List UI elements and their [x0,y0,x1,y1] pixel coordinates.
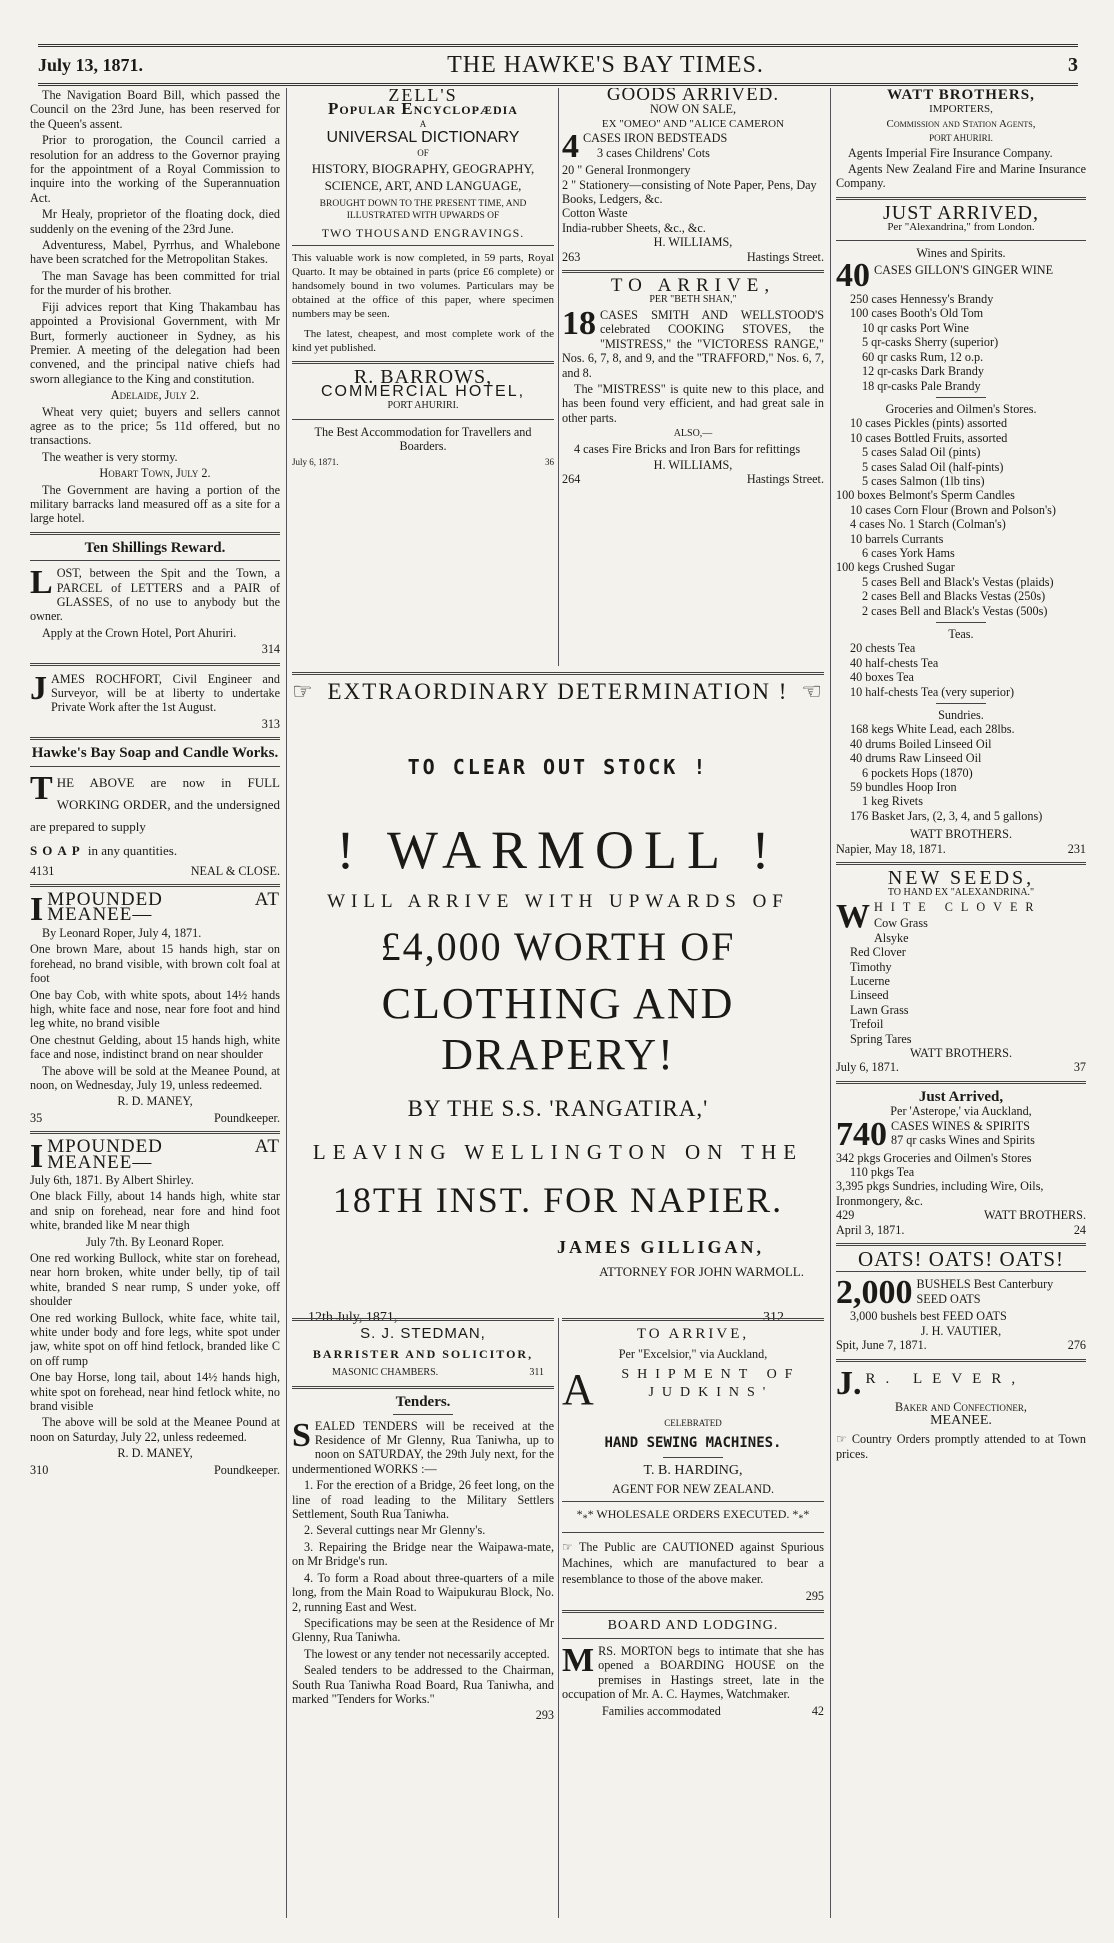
just-gin: CASES GILLON'S GINGER WINE [874,263,1054,278]
just-item: 5 cases Salad Oil (pints) [862,445,981,460]
column-2-top [292,88,554,621]
watt2-count: 740 [836,1115,887,1153]
seeds-sign: WATT BROTHERS. [909,1045,1013,1060]
just-item: 10 cases Pickles (pints) assorted [850,416,1008,431]
goods-line: 3 cases Childrens' Cots [597,145,710,160]
seed-item: Timothy [850,959,892,974]
section-divider [292,361,554,364]
impound-role: Poundkeeper. [213,1110,280,1125]
oats-count: 2,000 [836,1274,913,1312]
dateline: Hobart Town, July 2. [99,466,211,481]
column-rule [558,1318,559,1918]
watt2-sign: WATT BROTHERS. [983,1208,1086,1223]
divider [562,1638,824,1639]
ad-number: 4131 [30,863,55,878]
tenders-title: Tenders. [395,1394,451,1411]
section-divider [836,197,1086,200]
divider [292,419,554,420]
just-item: 250 cases Hennessy's Brandy [850,292,994,307]
ad-number: 231 [1067,841,1086,856]
dateline: Adelaide, July 2. [110,388,200,403]
section-divider [30,1131,280,1134]
oats-date: Spit, June 7, 1871. [836,1338,927,1353]
section-divider [292,1386,554,1389]
column-2-bottom [292,1318,554,1918]
ad-number: 314 [261,642,280,657]
divider [936,622,986,623]
arrive-also: ALSO,— [673,428,713,440]
divider [936,397,986,398]
just-title: JUST ARRIVED, [883,201,1039,224]
arrive-sign: H. WILLIAMS, [653,457,733,472]
impound-item: July 7th. By Leonard Roper. [85,1234,225,1249]
watt2-per: Per 'Asterope,' via Auckland, [890,1104,1032,1119]
tenders-sealed: Sealed tenders to be addressed to the Chairman, South Rua Taniwha Road Board, Rua Taniwha, and marked "Tenders for Works." [292,1663,554,1706]
watt2-date: April 3, 1871. [836,1222,905,1237]
ad-number: 42 [811,1703,824,1718]
just-item: 2 cases Bell and Black's Vestas (500s) [862,603,1048,618]
impound-item: One bay Cob, with white spots, about 14½ hands high, white face and nose, near fore foot and hind leg white, no brand visible [30,987,280,1031]
lever-name: R. LEVER, [865,1370,1026,1387]
impound-item: One red working Bullock, white star on forehead, near horn broken, white under belly, tip of tail white, branded S near rump, S under yoke, off shoulder [30,1251,280,1309]
divider [562,1532,824,1533]
banner-clear: TO CLEAR OUT STOCK ! [407,755,709,779]
section-divider [30,532,280,535]
soap-sign: NEAL & CLOSE. [190,863,280,878]
just-item: 176 Basket Jars, (2, 3, 4, and 5 gallons) [850,808,1043,823]
just-sundries-heading: Sundries. [938,708,984,723]
ad-number: 429 [836,1208,855,1223]
oats-title: OATS! OATS! OATS! [857,1247,1064,1272]
news-paragraph: Prior to prorogation, the Council carried a resolution for an address to the Governor praying for the appointment of a Royal Commission to inquire into the working of the Superannuation Act. [30,133,280,205]
harding-per: Per "Excelsior," via Auckland, [618,1347,768,1362]
lever-role: Baker and Confectioner, [895,1399,1027,1414]
oats-line: BUSHELS Best Canterbury SEED OATS [916,1277,1054,1306]
watt2-line: 342 pkgs Groceries and Oilmen's Stores [836,1150,1032,1165]
goods-count: 4 [562,128,579,166]
barrows-date: July 6, 1871. [292,457,339,468]
reward-title: Ten Shillings Reward. [84,539,226,556]
just-count: 40 [836,257,870,295]
column-rule [558,88,559,666]
just-item: 20 chests Tea [850,641,916,656]
just-item: 1 keg Rivets [862,794,923,809]
divider [292,245,554,246]
arrive-body: CASES SMITH AND WELLSTOOD'S celebrated COOKING STOVES, the "MISTRESS," the "VICTORESS RANGE," Nos. 6, 7, 8, and 9, and the "TRAFFORD," Nos. 6, 7, and 8. [562,307,824,380]
issue-date: July 13, 1871. [38,54,144,75]
tenders-work: 4. To form a Road about three-quarters of a mile long, from the Main Road to Waipukurau Block, No. 2, running East and West. [292,1570,554,1614]
goods-street: Hastings Street. [746,249,824,264]
divider [663,1457,723,1458]
ad-number: 36 [545,457,554,468]
zell-brought: BROUGHT DOWN TO THE PRESENT TIME, AND ILLUSTRATED WITH UPWARDS OF [319,199,527,222]
section-divider [836,1243,1086,1246]
section-divider [562,1610,824,1613]
impound-by: By Leonard Roper, July 4, 1871. [42,925,202,940]
news-paragraph: The Government are having a portion of the military barracks land measured off as a site for a large hotel. [30,482,280,526]
section-divider [836,1081,1086,1084]
just-item: 10 cases Bottled Fruits, assorted [850,430,1008,445]
lever-place: MEANEE. [930,1413,992,1429]
drop-cap: J. [836,1364,862,1402]
section-divider [562,270,824,273]
ad-number: 295 [805,1589,824,1604]
drop-cap: T [30,769,53,807]
just-date: Napier, May 18, 1871. [836,841,946,856]
impound-sign: R. D. MANEY, [117,1446,193,1461]
harding-wholesale: $*_**$ WHOLESALE ORDERS EXECUTED. $*_**$ [576,1507,810,1525]
goods-line: 2 " Stationery—consisting of Note Paper, Pens, Day Books, Ledgers, &c. [562,177,817,207]
goods-sign: H. WILLIAMS, [653,235,733,250]
banner-attorney: ATTORNEY FOR JOHN WARMOLL. [599,1264,804,1279]
page-number: 3 [1068,53,1078,76]
zell-universal: UNIVERSAL DICTIONARY [326,129,520,147]
just-item: 40 drums Boiled Linseed Oil [850,736,992,751]
impound-item: One bay Horse, long tail, about 14½ hands high, white spot on forehead, near hind fetlock white, no brand visible [30,1370,280,1414]
ad-number: 310 [30,1462,49,1477]
lever-orders: Country Orders promptly attended to at Town prices. [836,1432,1086,1461]
just-per: Per "Alexandrina," from London. [887,221,1035,234]
goods-ex: EX "OMEO" AND "ALICE CAMERON [601,117,785,130]
harding-celebrated: CELEBRATED [664,1417,722,1428]
warmoll-advertisement [292,672,824,1325]
impound-sign: R. D. MANEY, [117,1094,193,1109]
impound-title: MPOUNDED AT MEANEE— [47,1136,280,1173]
banner-clothing: CLOTHING AND DRAPERY! [381,979,735,1079]
just-item: 18 qr-casks Pale Brandy [862,378,981,393]
watt-agents: Agents New Zealand Fire and Marine Insurance Company. [836,162,1086,191]
watt-agents: Agents Imperial Fire Insurance Company. [848,145,1053,160]
harding-wholesale-text: WHOLESALE ORDERS EXECUTED. [596,1507,790,1522]
ad-number: 276 [1067,1338,1086,1353]
drop-cap: W [836,897,870,935]
impound-item: One black Filly, about 14 hands high, white star and snip on forehead, near fore and hind foot white, branded like M near thigh [30,1189,280,1233]
section-divider [30,884,280,887]
watt-importers: IMPORTERS, [929,103,993,116]
ad-number: 37 [1073,1060,1086,1075]
column-rule [830,88,831,1918]
section-divider [836,862,1086,865]
just-groceries-heading: Groceries and Oilmen's Stores. [885,401,1037,416]
reward-apply: Apply at the Crown Hotel, Port Ahuriri. [42,625,237,640]
ad-number: 293 [535,1708,554,1723]
tenders-work: 3. Repairing the Bridge near the Waipawa-mate, on Mr Bridge's run. [292,1539,554,1569]
barrows-place: PORT AHURIRI. [387,400,459,412]
impound-sale: The above will be sold at the Meanee Pound, at noon, on Wednesday, July 19, unless redeemed. [30,1063,280,1092]
just-teas-heading: Teas. [948,627,974,641]
drop-cap: I [30,891,44,929]
barrows-body: The Best Accommodation for Travellers and Boarders. [314,424,532,454]
harding-name: T. B. HARDING, [643,1462,743,1478]
impound-title: MPOUNDED AT MEANEE— [47,889,280,926]
just-item: 10 qr casks Port Wine [862,320,969,335]
news-paragraph: Wheat very quiet; buyers and sellers cannot agree as to the price; 5s 11d offered, but no transactions. [30,404,280,448]
just-item: 100 kegs Crushed Sugar [836,560,955,575]
banner-extraordinary: EXTRAORDINARY DETERMINATION ! [327,679,789,704]
just-item: 10 barrels Currants [850,531,944,546]
arrive-per: PER "BETH SHAN," [649,294,737,306]
ad-number: 311 [529,1366,544,1378]
watt2-title: Just Arrived, [918,1088,1004,1105]
zell-engravings: TWO THOUSAND ENGRAVINGS. [321,226,525,241]
just-item: 59 bundles Hoop Iron [850,780,957,795]
zell-a: A [419,118,427,129]
watt2-line: 87 qr casks Wines and Spirits [891,1133,1035,1147]
soap-body-2: in any quantities. [87,842,178,858]
masthead [38,44,1078,86]
seeds-title: NEW SEEDS, [887,867,1035,890]
news-paragraph: The man Savage has been committed for trial for the murder of his brother. [30,268,280,298]
arrive-note: The "MISTRESS" is quite new to this place, and has been found very efficient, and had great sale in other parts. [562,381,824,425]
news-paragraph: Fiji advices report that King Thakambau has appointed a Provisional Government, with Mr Burt, formerly auctioneer in Sydney, as his Premier. A meeting of the delegation had been convened, and the principal native chiefs had sworn allegiance to the King and constitution. [30,299,280,386]
ad-number: 24 [1073,1222,1086,1237]
harding-judkins: JUDKINS' [648,1385,774,1401]
just-item: 4 cases No. 1 Starch (Colman's) [850,517,1006,532]
tenders-body: EALED TENDERS will be received at the Residence of Mr Glenny, Rua Taniwha, up to noon on SATURDAY, the 29th July next, for the undermentioned WORKS :— [292,1418,554,1476]
divider [562,1501,824,1502]
seeds-hand: TO HAND EX "ALEXANDRINA." [887,886,1035,898]
divider [30,560,280,561]
column-rule [286,88,287,1918]
ad-number: 263 [562,249,581,264]
news-paragraph: Mr Healy, proprietor of the floating dock, died suddenly on the evening of the 23rd June. [30,207,280,236]
news-paragraph: The weather is very stormy. [42,449,178,464]
just-sign: WATT BROTHERS. [909,827,1013,842]
just-item: 40 drums Raw Linseed Oil [850,751,982,766]
drop-cap: L [30,564,53,602]
stedman-place: MASONIC CHAMBERS. [332,1366,439,1378]
seed-item: Cow Grass [874,916,928,931]
harding-ship: SHIPMENT OF [621,1366,801,1382]
board-families: Families accommodated [602,1703,721,1718]
oats-line: 3,000 bushels best FEED OATS [850,1309,1007,1324]
divider [30,766,280,767]
goods-line: India-rubber Sheets, &c., &c. [562,220,706,235]
ad-number: 313 [261,716,280,731]
arrive-bricks: 4 cases Fire Bricks and Iron Bars for refittings [574,441,801,456]
watt2-line: CASES WINES & SPIRITS [891,1118,1030,1133]
impound-item: One chestnut Gelding, about 15 hands high, white face and nose, indistinct brand on near shoulder [30,1032,280,1062]
banner-warmoll: ! WARMOLL ! [336,820,780,880]
barrows-name: R. BARROWS, [353,366,493,389]
reward-body: OST, between the Spit and the Town, a PARCEL of LETTERS and a PAIR of GLASSES, of no use to anybody but the owner. [30,566,280,624]
goods-line: CASES IRON BEDSTEADS [583,131,728,146]
ad-number: 264 [562,472,581,487]
news-paragraph: Adventuress, Mabel, Pyrrhus, and Whalebone have been scratched for the Metropolitan Stakes. [30,238,280,267]
just-item: 5 qr-casks Sherry (superior) [862,335,999,350]
impound-item: One red working Bullock, white face, white tail, white under body and fore legs, white spot under jaw, white spot on off hind fetlock, branded like C on off rump [30,1310,280,1368]
ad-number: 35 [30,1110,43,1125]
tenders-lowest: The lowest or any tender not necessarily accepted. [304,1646,550,1661]
impound-sale: The above will be sold at the Meanee Pound at noon on Saturday, July 22, unless redeemed. [30,1415,280,1444]
seed-item: Spring Tares [850,1031,912,1046]
divider [936,703,986,704]
just-item: 60 qr casks Rum, 12 o.p. [862,349,984,364]
harding-drop: A [562,1364,594,1414]
zell-name: ZELL'S [388,88,458,105]
goods-line: 20 " General Ironmongery [562,163,691,178]
divider [836,240,1086,241]
zell-latest: The latest, cheapest, and most complete work of the kind yet published. [292,328,554,355]
just-item: 5 cases Salad Oil (half-pints) [862,459,1004,474]
just-item: 100 cases Booth's Old Tom [850,306,984,321]
seed-item: Trefoil [850,1017,884,1032]
drop-cap: I [30,1138,44,1176]
seeds-first: HITE CLOVER [874,899,1042,914]
impound-role: Poundkeeper. [213,1462,280,1477]
column-1 [30,88,280,1918]
arrive-title: TO ARRIVE, [610,275,776,297]
banner-heading [292,679,824,705]
barrows-hotel: COMMERCIAL HOTEL, [320,382,526,400]
seed-item: Lucerne [850,973,890,988]
goods-title: GOODS ARRIVED. [606,88,780,105]
arrive-count: 18 [562,304,596,342]
banner-pounds: £4,000 WORTH OF [380,924,736,969]
section-divider [30,737,280,740]
watt2-line: 110 pkgs Tea [850,1165,915,1179]
zell-body: This valuable work is now completed, in 59 parts, Royal Quarto. It may be obtained in parts (price £6 complete) or handsomely bound in two volumes. Particulars may be obtained at the office of this paper, where specimen numbers may be seen. [292,252,554,321]
newspaper-title: THE HAWKE'S BAY TIMES. [447,51,764,78]
board-body: RS. MORTON begs to intimate that she has opened a BOARDING HOUSE on the premises in Hastings street, late in the occupation of Mr. A. C. Haymes, Watchmaker. [562,1644,824,1702]
seeds-date: July 6, 1871. [836,1060,899,1075]
just-item: 100 boxes Belmont's Sperm Candles [836,488,1015,503]
board-title: BOARD AND LODGING. [607,1617,779,1633]
soap-title: Hawke's Bay Soap and Candle Works. [31,745,279,762]
banner-will: WILL ARRIVE WITH UPWARDS OF [327,891,789,912]
banner-inst: 18TH INST. FOR NAPIER. [332,1180,784,1220]
just-item: 6 cases York Hams [862,545,955,560]
soap-body: HE ABOVE are now in FULL WORKING ORDER, and the undersigned are prepared to supply [30,774,280,834]
ad-number: 312 [763,1310,784,1325]
impound-by: July 6th, 1871. By Albert Shirley. [30,1172,194,1187]
drop-cap: M [562,1642,595,1680]
goods-line: Cotton Waste [562,206,628,221]
impound-item: One brown Mare, about 15 hands high, star on forehead, no brand visible, with brown colt foal at foot [30,942,280,986]
section-divider [836,1359,1086,1362]
tenders-work: 1. For the erection of a Bridge, 26 feet long, on the line of road leading to the Military Settlers Settlement, South Rua Taniwha. [292,1478,554,1522]
drop-cap: S [292,1416,311,1454]
zell-title: Popular Encyclopædia [328,99,518,119]
drop-cap: J [30,669,47,707]
pointing-hand-icon: ☜ [801,679,824,704]
watt2-line: 3,395 pkgs Sundries, including Wire, Oils, Ironmongery, &c. [836,1179,1044,1208]
column-3-top [562,88,824,621]
just-item: 168 kegs White Lead, each 28lbs. [850,722,1015,737]
seed-item: Red Clover [850,945,906,960]
pointing-hand-icon: ☞ [836,1432,852,1447]
harding-caution: The Public are CAUTIONED against Spurious Machines, which are manufactured to bear a resemblance to those of the above maker. [562,1540,824,1587]
tenders-work: 2. Several cuttings near Mr Glenny's. [304,1523,486,1538]
banner-date: 12th July, 1871, [308,1310,398,1325]
rochfort-body: AMES ROCHFORT, Civil Engineer and Surveyor, will be at liberty to undertake Private Work after the 1st August. [51,671,280,715]
seed-item: Linseed [850,988,889,1003]
banner-signature: JAMES GILLIGAN, [556,1237,764,1257]
column-3-bottom [562,1318,824,1918]
divider [836,1271,1086,1272]
just-item: 12 qr-casks Dark Brandy [862,364,984,379]
just-item: 5 cases Salmon (1lb tins) [862,473,985,488]
goods-sale: NOW ON SALE, [649,102,737,117]
section-divider [30,663,280,666]
harding-agent: AGENT FOR NEW ZEALAND. [611,1482,775,1497]
just-item: 10 cases Corn Flour (Brown and Polson's) [850,502,1056,517]
watt-place: PORT AHURIRI. [929,133,993,144]
just-item: 40 half-chests Tea [850,655,939,670]
just-item: 2 cases Bell and Blacks Vestas (250s) [862,589,1046,604]
news-paragraph: The Navigation Board Bill, which passed the Council on the 23rd June, has been reserved for the Queen's assent. [30,88,280,131]
zell-of: OF [417,147,429,158]
stedman-name: S. J. STEDMAN, [360,1325,486,1342]
divider [393,1414,453,1415]
column-4 [836,88,1086,1918]
pointing-hand-icon: ☞ [292,679,315,704]
watt-name: WATT BROTHERS, [887,88,1035,103]
soap-word: SOAP [30,842,85,858]
zell-subjects: HISTORY, BIOGRAPHY, GEOGRAPHY, SCIENCE, ART, AND LANGUAGE, [311,161,535,194]
just-item: 5 cases Bell and Black's Vestas (plaids) [862,574,1054,589]
just-item: 10 half-chests Tea (very superior) [850,684,1015,699]
harding-title: TO ARRIVE, [636,1326,750,1342]
seed-item: Lawn Grass [850,1002,909,1017]
just-item: 6 pockets Hops (1870) [862,765,973,780]
banner-leaving: LEAVING WELLINGTON ON THE [312,1140,804,1164]
arrive-street: Hastings Street. [746,472,824,487]
watt-commission: Commission and Station Agents, [886,117,1036,130]
oats-sign: J. H. VAUTIER, [920,1323,1002,1338]
seed-item: Alsyke [874,930,909,945]
just-wines-heading: Wines and Spirits. [916,245,1006,260]
stedman-role: BARRISTER AND SOLICITOR, [312,1347,534,1362]
harding-machines: HAND SEWING MACHINES. [604,1435,782,1452]
just-item: 40 boxes Tea [850,670,914,685]
tenders-spec: Specifications may be seen at the Residence of Mr Glenny, Rua Taniwha. [292,1615,554,1645]
pointing-hand-icon: ☞ [562,1540,579,1555]
banner-ship: BY THE S.S. 'RANGATIRA,' [407,1096,709,1121]
